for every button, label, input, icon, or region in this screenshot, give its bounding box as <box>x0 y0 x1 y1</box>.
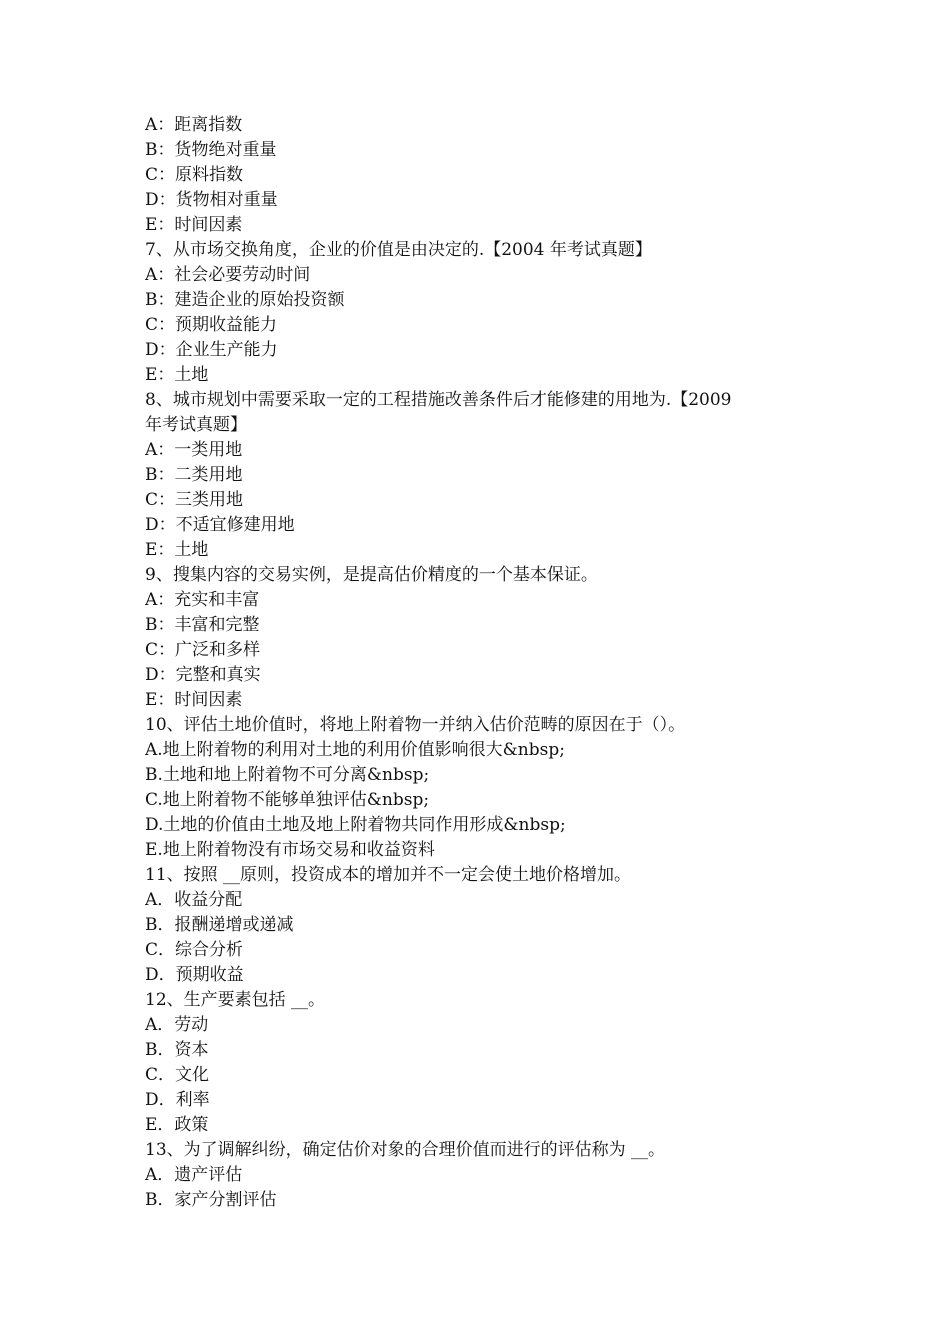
option-line: E.地上附着物没有市场交易和收益资料 <box>145 840 435 860</box>
option-line: A：距离指数 <box>145 115 243 135</box>
option-line: A：社会必要劳动时间 <box>145 265 311 285</box>
option-line: A．收益分配 <box>145 890 243 910</box>
option-line: E．政策 <box>145 1115 209 1135</box>
option-line: D．利率 <box>145 1090 210 1110</box>
option-line: B．报酬递增或递减 <box>145 915 294 935</box>
option-line: B．家产分割评估 <box>145 1190 277 1210</box>
option-line: B．资本 <box>145 1040 209 1060</box>
question-8: 8、城市规划中需要采取一定的工程措施改善条件后才能修建的用地为.【2009 <box>145 390 732 410</box>
option-line: B：二类用地 <box>145 465 243 485</box>
option-line: E：土地 <box>145 540 209 560</box>
option-line: A．劳动 <box>145 1015 209 1035</box>
option-line: A.地上附着物的利用对土地的利用价值影响很大&nbsp; <box>145 740 565 760</box>
question-13: 13、为了调解纠纷，确定估价对象的合理价值而进行的评估称为 __。 <box>145 1140 666 1160</box>
option-line: B：丰富和完整 <box>145 615 260 635</box>
option-line: D.土地的价值由土地及地上附着物共同作用形成&nbsp; <box>145 815 566 835</box>
option-line: C.地上附着物不能够单独评估&nbsp; <box>145 790 430 810</box>
question-7: 7、从市场交换角度，企业的价值是由决定的.【2004 年考试真题】 <box>145 240 652 260</box>
option-line: C：广泛和多样 <box>145 640 261 660</box>
question-12: 12、生产要素包括 __。 <box>145 990 326 1010</box>
option-line: D：完整和真实 <box>145 665 261 685</box>
option-line: B：建造企业的原始投资额 <box>145 290 345 310</box>
option-line: E：时间因素 <box>145 690 243 710</box>
option-line: D：不适宜修建用地 <box>145 515 295 535</box>
option-line: D：企业生产能力 <box>145 340 278 360</box>
option-line: C：预期收益能力 <box>145 315 278 335</box>
option-line: B.土地和地上附着物不可分离&nbsp; <box>145 765 430 785</box>
option-line: E：时间因素 <box>145 215 243 235</box>
option-line: B：货物绝对重量 <box>145 140 277 160</box>
question-10: 10、评估土地价值时，将地上附着物一并纳入估价范畴的原因在于（）。 <box>145 715 686 735</box>
question-9: 9、搜集内容的交易实例，是提高估价精度的一个基本保证。 <box>145 565 598 585</box>
option-line: C．文化 <box>145 1065 210 1085</box>
option-line: A：一类用地 <box>145 440 243 460</box>
option-line: C：三类用地 <box>145 490 244 510</box>
option-line: A．遗产评估 <box>145 1165 243 1185</box>
option-line: D：货物相对重量 <box>145 190 278 210</box>
question-11: 11、按照 __原则，投资成本的增加并不一定会使土地价格增加。 <box>145 865 632 885</box>
option-line: A：充实和丰富 <box>145 590 260 610</box>
option-line: C：原料指数 <box>145 165 244 185</box>
option-line: C．综合分析 <box>145 940 244 960</box>
option-line: D．预期收益 <box>145 965 244 985</box>
question-8-continued: 年考试真题】 <box>145 415 247 435</box>
option-line: E：土地 <box>145 365 209 385</box>
document-page <box>145 113 815 1213</box>
